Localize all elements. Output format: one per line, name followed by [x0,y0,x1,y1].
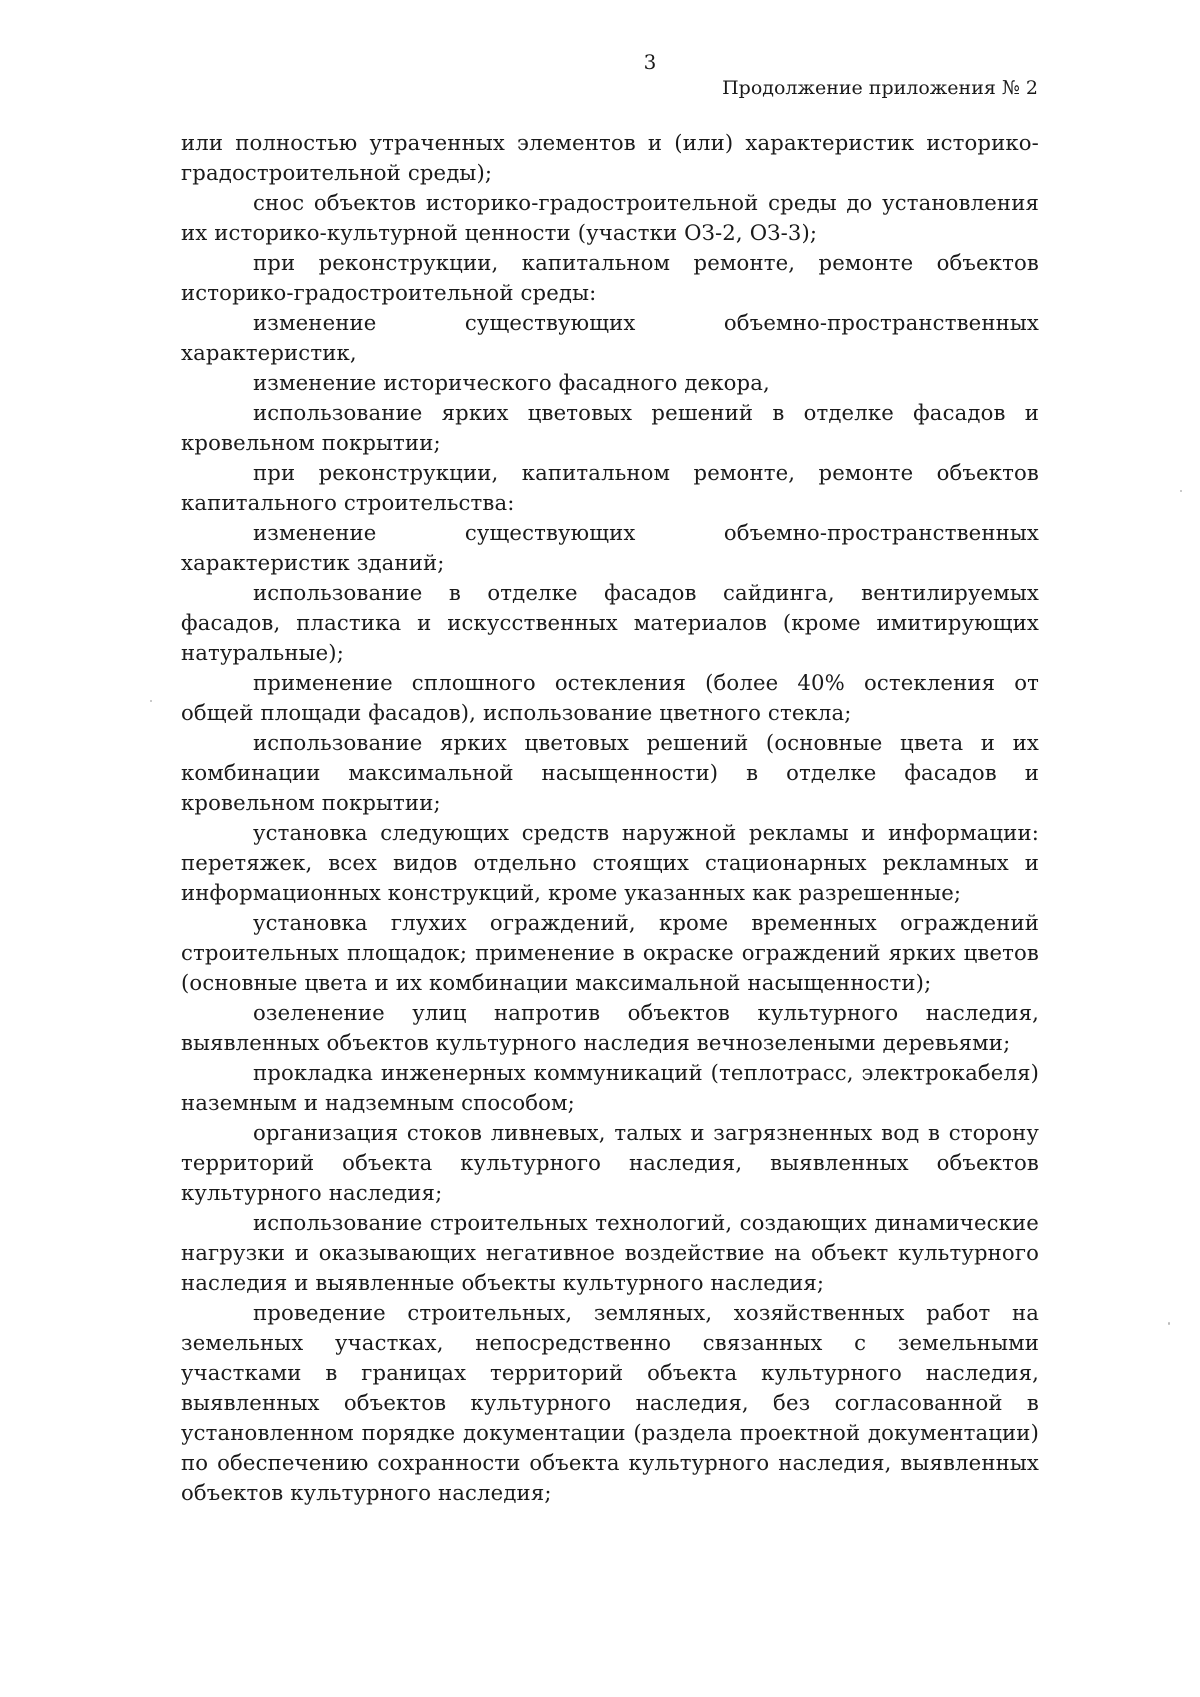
paragraph: установка следующих средств наружной рекламы и информации: перетяжек, всех видов отдельно стоящих стационарных рекламных и информационных конструкций, кроме указанных как разрешенные; [181,820,1039,905]
scan-speck [1180,490,1182,492]
paragraph: озеленение улиц напротив объектов культурного наследия, выявленных объектов культурного наследия вечнозелеными деревьями; [181,1000,1039,1055]
paragraph: или полностью утраченных элементов и (или) характеристик историко-градостроительной среды); [181,130,1039,185]
paragraph: применение сплошного остекления (более 40% остекления от общей площади фасадов), использование цветного стекла; [181,670,1039,725]
appendix-continuation-note: Продолжение приложения № 2 [722,77,1038,99]
paragraph: снос объектов историко-градостроительной среды до установления их историко-культурной ценности (участки ОЗ-2, ОЗ-3); [181,190,1039,245]
paragraph: при реконструкции, капитальном ремонте, ремонте объектов историко-градостроительной среды: [181,250,1039,305]
document-body [181,128,1039,1508]
paragraph: использование ярких цветовых решений в отделке фасадов и кровельном покрытии; [181,400,1039,455]
paragraph: изменение исторического фасадного декора, [253,370,770,395]
paragraph: изменение существующих объемно-пространственных характеристик зданий; [181,520,1039,575]
paragraph: установка глухих ограждений, кроме временных ограждений строительных площадок; применение в окраске ограждений ярких цветов (основные цвета и их комбинации максимальной насыщенности); [181,910,1039,995]
paragraph: проведение строительных, земляных, хозяйственных работ на земельных участках, непосредственно связанных с земельными участками в границах территорий объекта культурного наследия, выявленных объектов культурного наследия, без согласованной в установленном порядке документации (раздела проектной документации) по обеспечению сохранности объекта культурного наследия, выявленных объектов культурного наследия; [181,1300,1039,1505]
page-number: 3 [643,50,657,74]
paragraph: использование строительных технологий, создающих динамические нагрузки и оказывающих негативное воздействие на объект культурного наследия и выявленные объекты культурного наследия; [181,1210,1039,1295]
paragraph: использование в отделке фасадов сайдинга, вентилируемых фасадов, пластика и искусственных материалов (кроме имитирующих натуральные); [181,580,1039,665]
scan-speck [1168,1322,1170,1325]
paragraph: при реконструкции, капитальном ремонте, ремонте объектов капитального строительства: [181,460,1039,515]
paragraph: использование ярких цветовых решений (основные цвета и их комбинации максимальной насыщенности) в отделке фасадов и кровельном покрытии; [181,730,1039,815]
paragraph: организация стоков ливневых, талых и загрязненных вод в сторону территорий объекта культурного наследия, выявленных объектов культурного наследия; [181,1120,1039,1205]
paragraph: прокладка инженерных коммуникаций (теплотрасс, электрокабеля) наземным и надземным способом; [181,1060,1039,1115]
scan-speck [150,700,152,702]
paragraph: изменение существующих объемно-пространственных характеристик, [181,310,1039,365]
